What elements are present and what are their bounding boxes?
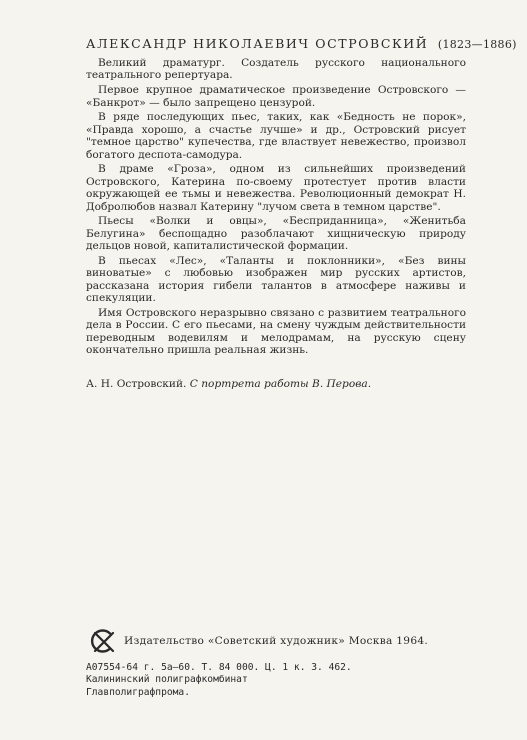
paragraph: Пьесы «Волки и овцы», «Бесприданница», «Женитьба Белугина» беспощадно разоблачают хищническую природу дельцов новой, капиталистической формации. (86, 215, 466, 253)
portrait-caption (86, 378, 371, 390)
paragraph: В пьесах «Лес», «Таланты и поклонники», «Без вины виноватые» с любовью изображен мир русских артистов, рассказана история гибели талантов в атмосфере наживы и спекуляции. (86, 255, 466, 305)
publisher-logo-icon (86, 624, 120, 658)
printing-imprint (86, 662, 466, 699)
caption-author: А. Н. Островский. (86, 378, 187, 390)
paragraph: Великий драматург. Создатель русского национального театрального репертуара. (86, 57, 466, 82)
caption-source: С портрета работы В. Перова. (189, 378, 372, 390)
author-name: АЛЕКСАНДР НИКОЛАЕВИЧ ОСТРОВСКИЙ (86, 36, 429, 51)
paragraph: В драме «Гроза», одном из сильнейших произведений Островского, Катерина по-своему протестует против власти окружающей ее тьмы и невежества. Революционный демократ Н. Добролюбов назвал Катерину "лучом света в темном царстве". (86, 163, 466, 213)
imprint-line: А07554-64 г. 5а—60. Т. 84 000. Ц. 1 к. З. 462. (86, 662, 352, 673)
author-years: (1823—1886) (437, 38, 517, 51)
biography-text (86, 57, 466, 359)
paragraph: Первое крупное драматическое произведение Островского — «Банкрот» — было запрещено цензурой. (86, 84, 466, 109)
imprint-line: Калининский полиграфкомбинат (86, 674, 248, 686)
imprint-line: Главполиграфпрома. (86, 686, 190, 698)
publisher-block (86, 624, 466, 660)
page-title (86, 36, 517, 51)
publisher-line: Издательство «Советский художник» Москва 1964. (124, 635, 429, 647)
paragraph: В ряде последующих пьес, таких, как «Бедность не порок», «Правда хорошо, а счастье лучше» и др., Островский рисует "темное царство" купечества, где властвует невежество, произвол богатого деспота-самодура. (86, 111, 466, 161)
paragraph: Имя Островского неразрывно связано с развитием театрального дела в России. С его пьесами, на смену чуждым действительности переводным водевилям и мелодрамам, на русскую сцену окончательно пришла реальная жизнь. (86, 307, 466, 357)
